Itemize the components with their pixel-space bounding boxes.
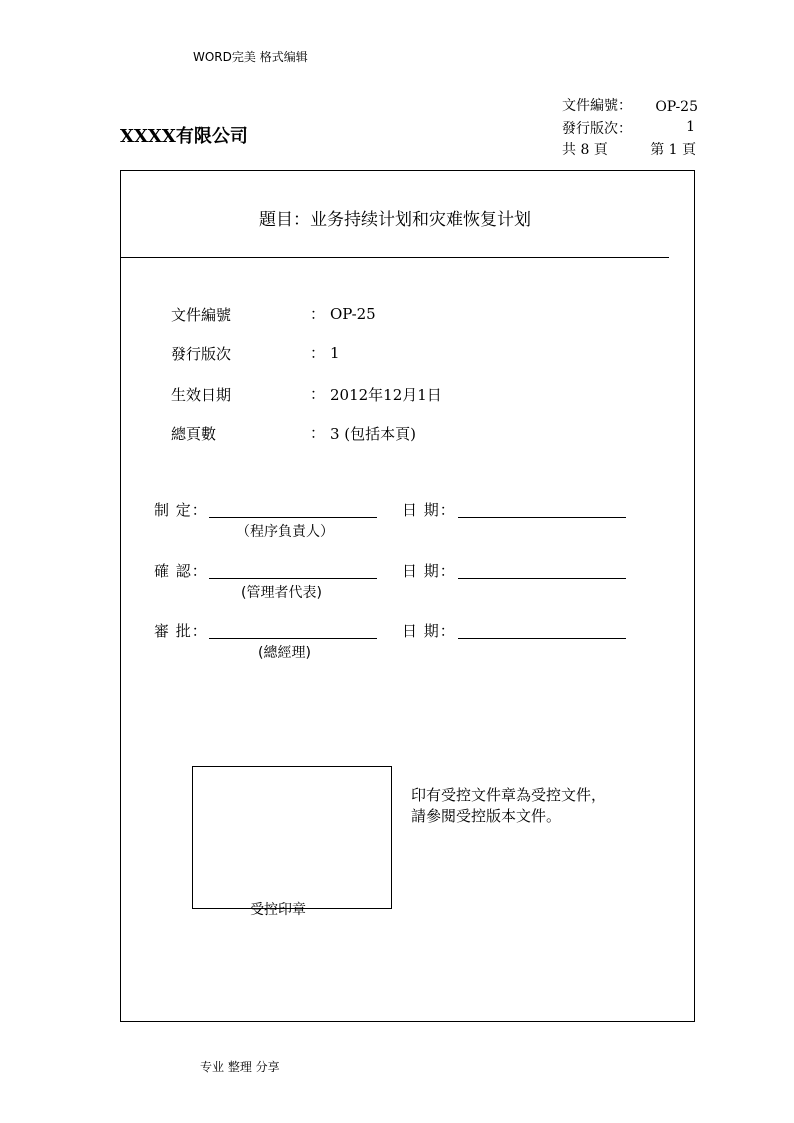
info-colon: ： <box>310 424 326 442</box>
sig-line-approved <box>209 638 377 639</box>
info-colon: ： <box>310 305 326 323</box>
company-name: XXXX有限公司 <box>120 126 248 147</box>
date-label-approved: 日 期： <box>402 622 456 640</box>
info-colon: ： <box>310 344 326 362</box>
info-label-effective-date: 生效日期 <box>171 386 232 404</box>
sig-role-confirmed: (管理者代表) <box>241 585 322 601</box>
date-line-prepared <box>458 517 626 518</box>
sig-label-prepared: 制 定： <box>154 501 208 519</box>
info-label-version: 發行版次 <box>171 345 232 363</box>
stamp-caption: 受控印章 <box>250 902 306 918</box>
date-label-confirmed: 日 期： <box>402 562 456 580</box>
top-note: WORD完美 格式编辑 <box>193 50 308 64</box>
date-label-prepared: 日 期： <box>402 501 456 519</box>
document-title: 題目：业务持续计划和灾难恢复计划 <box>259 210 531 230</box>
info-value-version: 1 <box>330 344 340 362</box>
version-value: 1 <box>686 119 695 135</box>
version-label: 發行版次： <box>562 121 632 137</box>
sig-line-prepared <box>209 517 377 518</box>
stamp-box <box>192 766 392 909</box>
title-divider <box>121 257 669 258</box>
info-label-total-pages: 總頁數 <box>171 425 217 443</box>
sig-label-approved: 審 批： <box>154 622 208 640</box>
date-line-approved <box>458 638 626 639</box>
sig-role-prepared: （程序負責人） <box>236 524 334 540</box>
doc-no-label: 文件編號： <box>562 98 632 114</box>
info-colon: ： <box>310 385 326 403</box>
doc-no-value: OP-25 <box>655 99 698 115</box>
info-value-effective-date: 2012年12月1日 <box>330 386 442 404</box>
total-pages: 共 8 頁 <box>562 142 608 158</box>
sig-line-confirmed <box>209 578 377 579</box>
page-number: 第 1 頁 <box>650 142 696 158</box>
info-value-doc-no: OP-25 <box>330 305 376 323</box>
info-value-total-pages: 3 (包括本頁) <box>330 425 417 443</box>
sig-label-confirmed: 確 認： <box>154 562 208 580</box>
controlled-notice-line2: 請參閱受控版本文件。 <box>411 807 562 825</box>
date-line-confirmed <box>458 578 626 579</box>
info-label-doc-no: 文件編號 <box>171 306 232 324</box>
controlled-notice-line1: 印有受控文件章為受控文件， <box>411 786 607 804</box>
footer-note: 专业 整理 分享 <box>200 1060 280 1074</box>
sig-role-approved: (總經理) <box>258 645 311 661</box>
